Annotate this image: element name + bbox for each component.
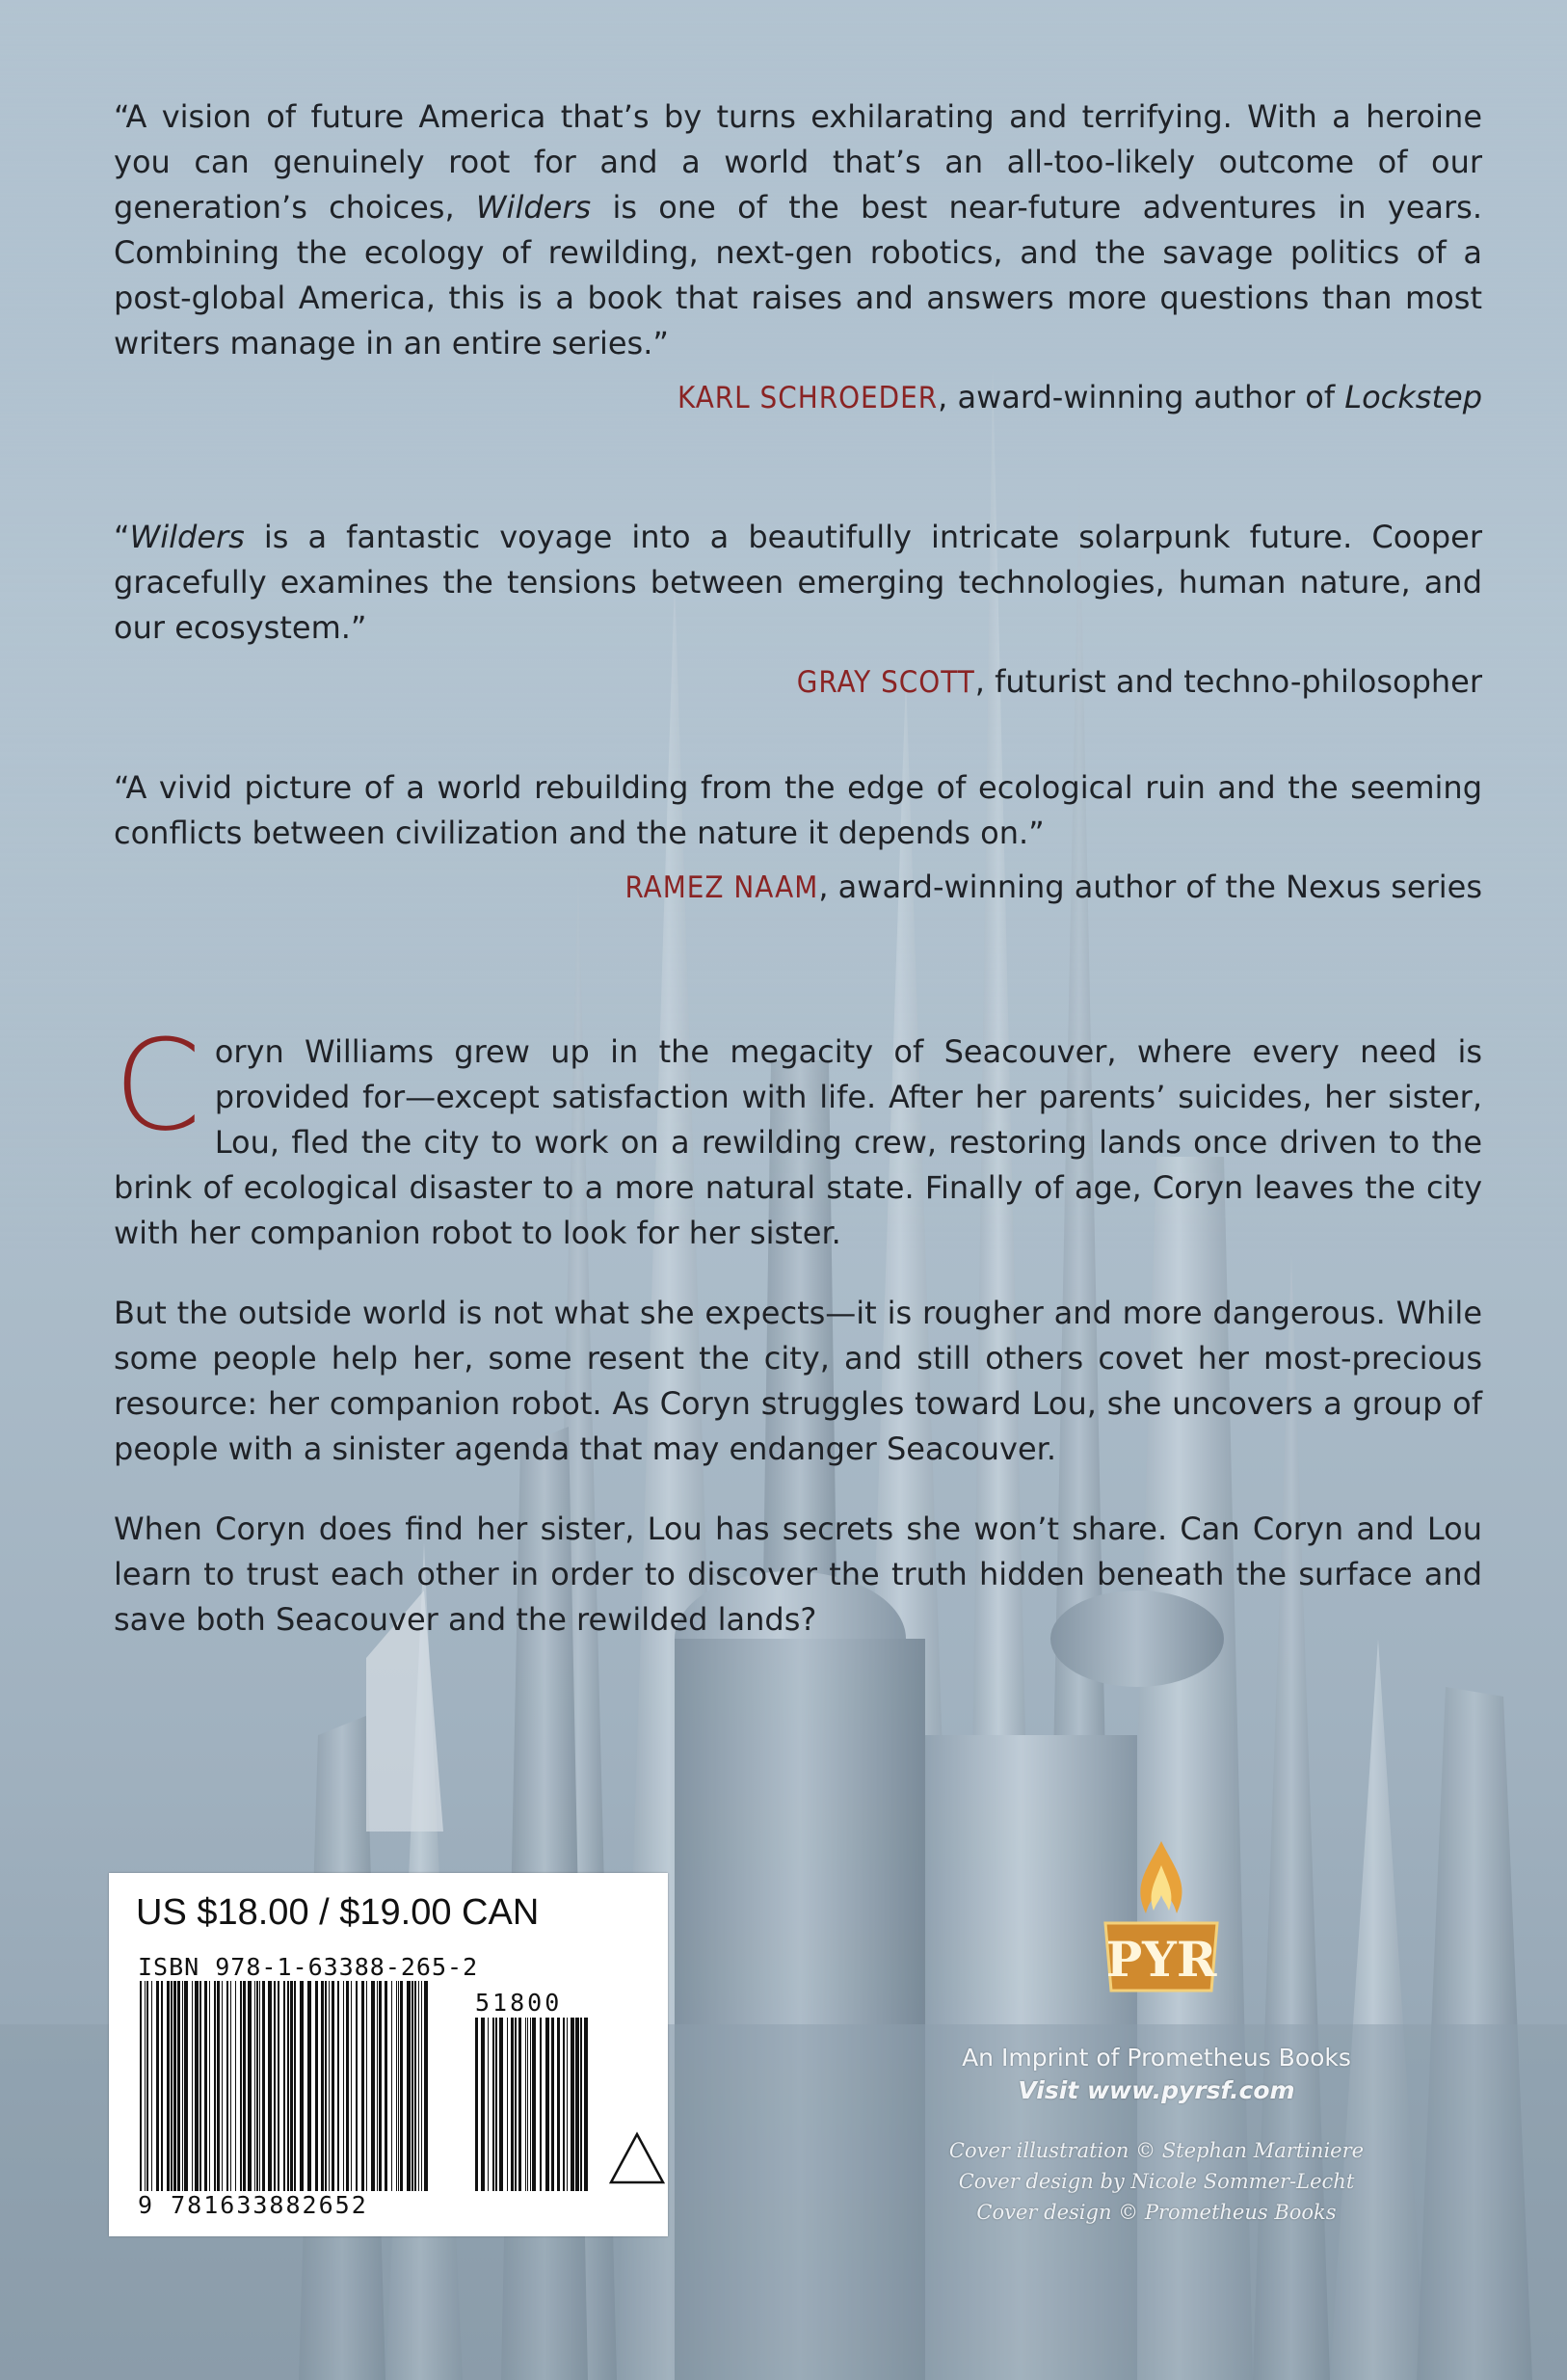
- review-quote-3: [114, 765, 1482, 909]
- credit-illustration: Cover illustration © Stephan Martiniere: [948, 2139, 1365, 2162]
- triangle-icon: [608, 2131, 666, 2185]
- price-barcode-box: [109, 1873, 668, 2236]
- review-quote-2: [114, 515, 1482, 704]
- price-label: US $18.00 / $19.00 CAN: [136, 1892, 540, 1933]
- quote-attribution: GRAY SCOTT, futurist and techno-philosopher: [796, 663, 1482, 700]
- imprint-info: [925, 2042, 1388, 2107]
- ean-barcode: [138, 1981, 432, 2191]
- quote-text: “Wilders is a fantastic voyage into a beautifully intricate solarpunk future. Cooper gracefully examines the tensions between emerging technologies, human nature, and our ecosystem.”: [114, 519, 1482, 646]
- book-description: [114, 1012, 1482, 1643]
- supplement-barcode: [473, 2018, 591, 2191]
- pyr-logo: [1084, 1832, 1238, 2015]
- isbn-label: ISBN 978-1-63388-265-2: [138, 1953, 479, 1981]
- quote-attribution: RAMEZ NAAM, award-winning author of the Nexus series: [624, 869, 1482, 905]
- website-link[interactable]: Visit www.pyrsf.com: [1018, 2076, 1295, 2104]
- imprint-line: An Imprint of Prometheus Books: [962, 2044, 1351, 2072]
- description-paragraph-1: Coryn Williams grew up in the megacity of Seacouver, where every need is provided for—except satisfaction with life. After her parents’ suicides, her sister, Lou, fled the city to work on a rewilding crew, restoring lands once driven to the brink of ecological disaster to a more natural state. Finally of age, Coryn leaves the city with her companion robot to look for her sister.: [114, 1012, 1482, 1251]
- description-paragraph-2: But the outside world is not what she expects—it is rougher and more dangerous. While some people help her, some resent the city, and still others covet her most-precious resource: her companion robot. As Coryn struggles toward Lou, she uncovers a group of people with a sinister agenda that may endanger Seacouver.: [114, 1295, 1482, 1467]
- drop-cap: C: [114, 1012, 201, 1159]
- description-paragraph-3: When Coryn does find her sister, Lou has secrets she won’t share. Can Coryn and Lou learn to trust each other in order to discover the truth hidden beneath the surface and save both Seacouver and the rewilded lands?: [114, 1511, 1482, 1638]
- quote-text: “A vivid picture of a world rebuilding from the edge of ecological ruin and the seeming conflicts between civilization and the nature it depends on.”: [114, 769, 1482, 851]
- reviewer-name: RAMEZ NAAM: [624, 870, 819, 905]
- quote-text: “A vision of future America that’s by turns exhilarating and terrifying. With a heroine you can genuinely root for and a world that’s an all-too-likely outcome of our generation’s choices, Wilders is one of the best near-future adventures in years. Combining the ecology of rewilding, next-gen robotics, and the savage politics of a post-global America, this is a book that raises and answers more questions than most writers manage in an entire series.”: [114, 98, 1482, 361]
- ean-digits: 9 781633882652: [138, 2191, 368, 2219]
- cover-credits: [925, 2135, 1388, 2228]
- quote-attribution: KARL SCHROEDER, award-winning author of Lockstep: [677, 379, 1482, 415]
- review-quote-1: [114, 94, 1482, 419]
- credit-design: Cover design by Nicole Sommer-Lecht: [958, 2170, 1355, 2193]
- price-supplement-number: 51800: [475, 1989, 563, 2017]
- logo-text: PYR: [1105, 1931, 1217, 1988]
- credit-copyright: Cover design © Prometheus Books: [976, 2201, 1337, 2224]
- reviewer-name: KARL SCHROEDER: [677, 381, 939, 415]
- reviewer-name: GRAY SCOTT: [796, 665, 975, 700]
